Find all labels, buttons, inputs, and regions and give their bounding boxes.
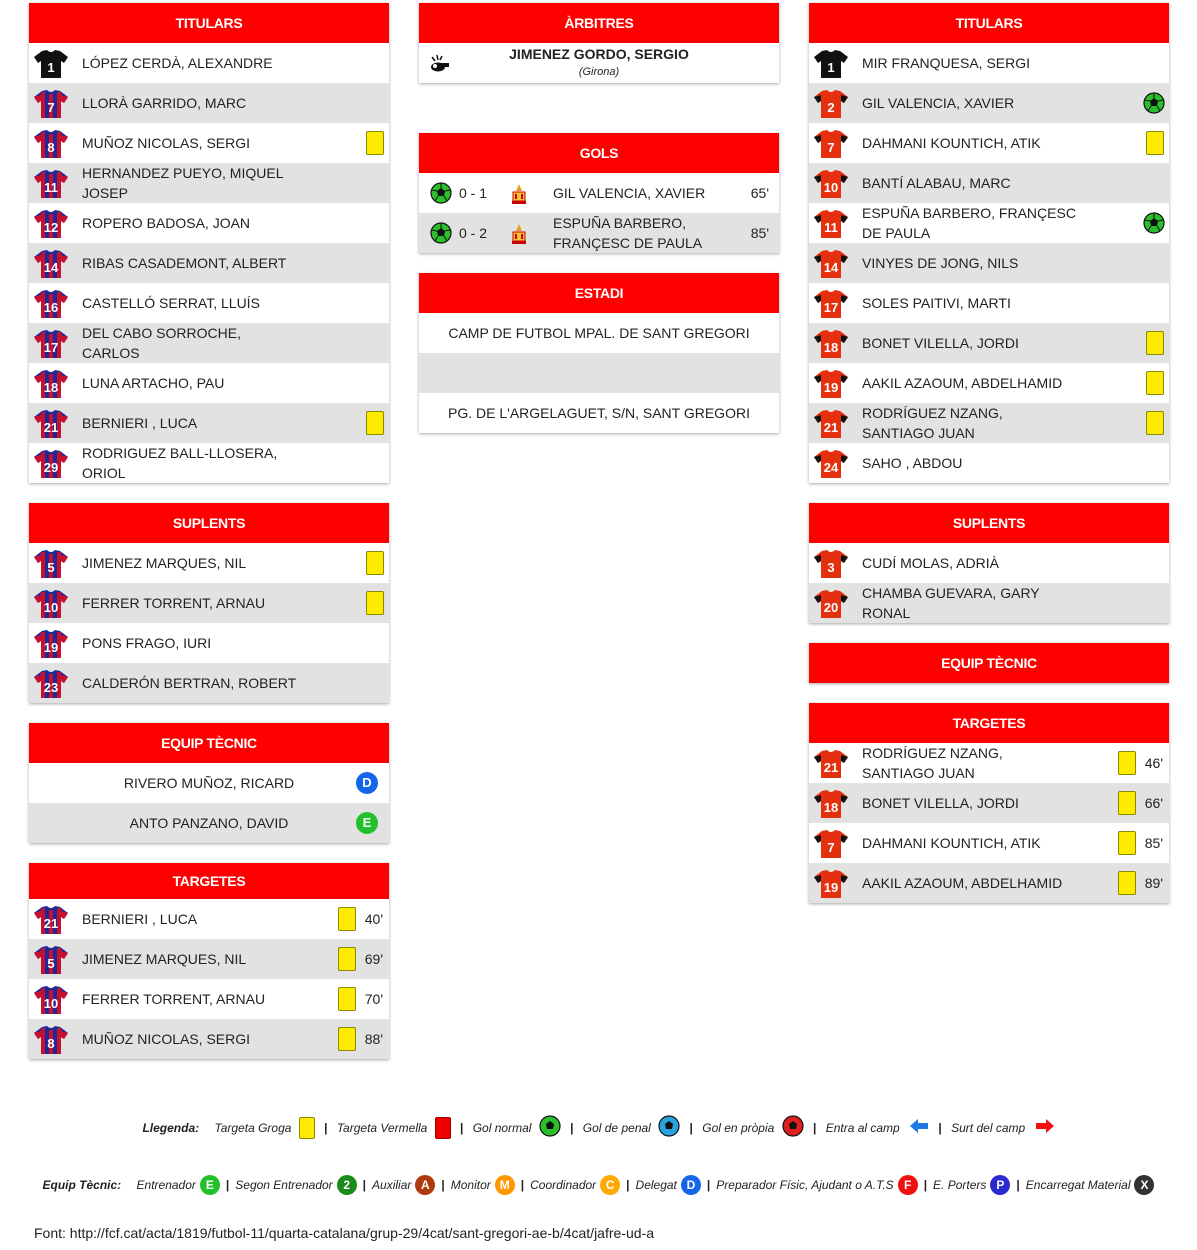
player-name[interactable]: DAHMANI KOUNTICH, ATIK bbox=[862, 135, 1041, 151]
yellow-card-icon bbox=[1146, 371, 1164, 395]
shirt-number: 1 bbox=[827, 60, 835, 75]
stadium-blank-row bbox=[419, 353, 779, 393]
card-row[interactable] bbox=[29, 979, 389, 1019]
player-name[interactable]: SAHO , ABDOU bbox=[862, 455, 963, 471]
player-name[interactable]: RODRÍGUEZ NZANG, SANTIAGO JUAN bbox=[862, 745, 1003, 781]
yellow-card-icon bbox=[338, 947, 356, 971]
legend-title: Llegenda: bbox=[142, 1120, 200, 1135]
card-minute: 88' bbox=[364, 1031, 383, 1047]
shirt-number: 14 bbox=[823, 260, 839, 275]
staff-legend-label: Encarregat Material bbox=[1025, 1178, 1131, 1192]
player-name[interactable]: AAKIL AZAOUM, ABDELHAMID bbox=[862, 375, 1063, 391]
legend-goal-label: Gol normal bbox=[472, 1120, 532, 1135]
shirt-number: 7 bbox=[827, 840, 835, 855]
shirt-icon bbox=[33, 945, 69, 975]
staff-row[interactable] bbox=[29, 803, 389, 843]
player-name[interactable]: FERRER TORRENT, ARNAU bbox=[82, 595, 266, 611]
player-row[interactable] bbox=[29, 43, 389, 83]
player-name[interactable]: AAKIL AZAOUM, ABDELHAMID bbox=[862, 875, 1063, 891]
player-row[interactable] bbox=[29, 323, 389, 363]
player-name[interactable]: CUDÍ MOLAS, ADRIÀ bbox=[862, 555, 999, 571]
shirt-number: 7 bbox=[47, 100, 55, 115]
staff-role-badge: E bbox=[356, 812, 378, 834]
shirt-icon bbox=[33, 449, 69, 479]
yellow-card-icon bbox=[366, 551, 384, 575]
player-name[interactable]: BONET VILELLA, JORDI bbox=[862, 795, 1019, 811]
yellow-card-icon bbox=[338, 907, 356, 931]
shirt-icon bbox=[33, 129, 69, 159]
staff-role-icon: X bbox=[1134, 1175, 1154, 1195]
player-row[interactable] bbox=[809, 203, 1169, 243]
shirt-number: 16 bbox=[43, 300, 59, 315]
home-staff-panel bbox=[29, 723, 389, 843]
player-name[interactable]: RODRIGUEZ BALL-LLOSERA, ORIOL bbox=[82, 445, 278, 481]
player-name[interactable]: DAHMANI KOUNTICH, ATIK bbox=[862, 835, 1041, 851]
player-name[interactable]: CASTELLÓ SERRAT, LLUÍS bbox=[82, 295, 260, 311]
stadium-header: ESTADI bbox=[419, 273, 779, 313]
shirt-number: 18 bbox=[823, 800, 839, 815]
home-team-column bbox=[29, 3, 389, 1079]
shirt-number: 21 bbox=[43, 916, 59, 931]
away-cards-header: TARGETES bbox=[809, 703, 1169, 743]
player-row[interactable] bbox=[29, 443, 389, 483]
shirt-icon bbox=[813, 829, 849, 859]
player-row[interactable] bbox=[29, 83, 389, 123]
card-row[interactable] bbox=[809, 743, 1169, 783]
goal-score: 0 - 2 bbox=[459, 225, 488, 241]
away-cards-list bbox=[809, 743, 1169, 903]
shirt-icon bbox=[813, 129, 849, 159]
yellow-card-icon bbox=[1146, 331, 1164, 355]
card-minute: 46' bbox=[1144, 755, 1163, 771]
player-row[interactable] bbox=[29, 663, 389, 703]
shirt-icon bbox=[813, 789, 849, 819]
shirt-number: 19 bbox=[43, 640, 59, 655]
staff-legend-label: Preparador Físic, Ajudant o A.T.S bbox=[716, 1178, 894, 1192]
player-name[interactable]: MIR FRANQUESA, SERGI bbox=[862, 55, 1031, 71]
shirt-icon bbox=[813, 369, 849, 399]
player-row[interactable] bbox=[29, 543, 389, 583]
legend-in-label: Entra al camp bbox=[825, 1120, 900, 1135]
player-row[interactable] bbox=[809, 543, 1169, 583]
staff-role-badge: D bbox=[356, 772, 378, 794]
staff-legend-title: Equip Tècnic: bbox=[42, 1178, 122, 1192]
card-minute: 85' bbox=[1144, 835, 1163, 851]
home-staff-header: EQUIP TÈCNIC bbox=[29, 723, 389, 763]
player-name[interactable]: BANTÍ ALABAU, MARC bbox=[862, 175, 1011, 191]
goal-scorer[interactable]: GIL VALENCIA, XAVIER bbox=[553, 185, 706, 201]
home-cards-panel bbox=[29, 863, 389, 1059]
shirt-number: 10 bbox=[823, 180, 839, 195]
home-suplents-list bbox=[29, 543, 389, 703]
shirt-icon bbox=[33, 169, 69, 199]
shirt-number: 18 bbox=[43, 380, 59, 395]
staff-legend-label: Entrenador bbox=[136, 1178, 196, 1192]
player-name[interactable]: JIMENEZ MARQUES, NIL bbox=[82, 555, 247, 571]
source-url: Font: http://fcf.cat/acta/1819/futbol-11/quarta-catalana/grup-29/4cat/sant-gregori-ae-b/4cat/jafre-ud-a bbox=[34, 1225, 654, 1241]
staff-role-icon: F bbox=[898, 1175, 918, 1195]
staff-legend-label: E. Porters bbox=[933, 1178, 987, 1192]
player-name[interactable]: BERNIERI , LUCA bbox=[82, 911, 198, 927]
yellow-card-icon bbox=[1118, 791, 1136, 815]
player-name[interactable]: CALDERÓN BERTRAN, ROBERT bbox=[82, 675, 297, 691]
shirt-number: 11 bbox=[824, 220, 838, 235]
goals-list bbox=[419, 173, 779, 253]
goal-minute: 85' bbox=[750, 225, 769, 241]
shirt-icon bbox=[33, 669, 69, 699]
shirt-number: 20 bbox=[823, 600, 839, 615]
shirt-number: 21 bbox=[823, 420, 839, 435]
shirt-icon bbox=[813, 169, 849, 199]
player-row[interactable] bbox=[809, 163, 1169, 203]
away-suplents-header: SUPLENTS bbox=[809, 503, 1169, 543]
card-row[interactable] bbox=[29, 899, 389, 939]
player-name[interactable]: MUÑOZ NICOLAS, SERGI bbox=[82, 1031, 251, 1047]
referee-name: JIMENEZ GORDO, SERGIO bbox=[509, 46, 689, 62]
red-card-icon bbox=[435, 1117, 451, 1139]
player-name[interactable]: BERNIERI , LUCA bbox=[82, 415, 198, 431]
shirt-icon bbox=[813, 749, 849, 779]
staff-role-icon: D bbox=[681, 1175, 701, 1195]
shirt-icon bbox=[33, 985, 69, 1015]
team-crest-icon bbox=[509, 223, 529, 245]
shirt-icon bbox=[813, 289, 849, 319]
shirt-number: 17 bbox=[823, 300, 839, 315]
player-name[interactable]: VINYES DE JONG, NILS bbox=[862, 255, 1019, 271]
shirt-icon bbox=[33, 89, 69, 119]
card-row[interactable] bbox=[29, 1019, 389, 1059]
player-name[interactable]: LÓPEZ CERDÀ, ALEXANDRE bbox=[82, 55, 273, 71]
player-row[interactable] bbox=[29, 123, 389, 163]
shirt-number: 14 bbox=[43, 260, 59, 275]
player-name[interactable]: MUÑOZ NICOLAS, SERGI bbox=[82, 135, 251, 151]
arrow-right-icon bbox=[1035, 1118, 1055, 1137]
player-row[interactable] bbox=[809, 83, 1169, 123]
player-name[interactable]: RODRÍGUEZ NZANG, SANTIAGO JUAN bbox=[862, 405, 1003, 441]
stadium-name: CAMP DE FUTBOL MPAL. DE SANT GREGORI bbox=[448, 325, 750, 341]
away-titulars-list bbox=[809, 43, 1169, 483]
player-row[interactable] bbox=[29, 583, 389, 623]
player-row[interactable] bbox=[809, 43, 1169, 83]
player-row[interactable] bbox=[29, 243, 389, 283]
goal-row[interactable] bbox=[419, 173, 779, 213]
card-row[interactable] bbox=[809, 863, 1169, 903]
card-row[interactable] bbox=[809, 783, 1169, 823]
player-row[interactable] bbox=[809, 363, 1169, 403]
shirt-icon bbox=[813, 209, 849, 239]
shirt-icon bbox=[33, 289, 69, 319]
shirt-number: 3 bbox=[827, 560, 835, 575]
staff-legend-label: Monitor bbox=[450, 1178, 491, 1192]
home-cards-list bbox=[29, 899, 389, 1059]
yellow-card-icon bbox=[1118, 751, 1136, 775]
shirt-icon bbox=[33, 49, 69, 79]
player-row[interactable] bbox=[29, 163, 389, 203]
away-suplents-panel bbox=[809, 503, 1169, 623]
away-team-column bbox=[809, 3, 1169, 923]
yellow-card-icon bbox=[366, 411, 384, 435]
shirt-number: 11 bbox=[44, 180, 58, 195]
player-row[interactable] bbox=[29, 363, 389, 403]
home-titulars-header: TITULARS bbox=[29, 3, 389, 43]
card-row[interactable] bbox=[29, 939, 389, 979]
player-name[interactable]: PONS FRAGO, IURI bbox=[82, 635, 212, 651]
goal-ball-icon bbox=[430, 182, 452, 204]
player-row[interactable] bbox=[809, 243, 1169, 283]
shirt-icon bbox=[33, 409, 69, 439]
team-crest-icon bbox=[509, 183, 529, 205]
yellow-card-icon bbox=[338, 1027, 356, 1051]
goal-score: 0 - 1 bbox=[459, 185, 488, 201]
player-row[interactable] bbox=[809, 403, 1169, 443]
shirt-number: 5 bbox=[47, 956, 55, 971]
player-name[interactable]: JIMENEZ MARQUES, NIL bbox=[82, 951, 247, 967]
player-name[interactable]: SOLES PAITIVI, MARTI bbox=[862, 295, 1011, 311]
player-name[interactable]: DEL CABO SORROCHE, CARLOS bbox=[82, 325, 241, 361]
staff-role-icon: 2 bbox=[337, 1175, 357, 1195]
goal-penalty-icon bbox=[658, 1115, 680, 1140]
shirt-number: 24 bbox=[823, 460, 839, 475]
goals-header: GOLS bbox=[419, 133, 779, 173]
goal-minute: 65' bbox=[750, 185, 769, 201]
shirt-number: 8 bbox=[47, 1036, 55, 1051]
referee-city: (Girona) bbox=[578, 66, 620, 78]
card-minute: 89' bbox=[1144, 875, 1163, 891]
shirt-icon bbox=[813, 89, 849, 119]
player-name[interactable]: RIBAS CASADEMONT, ALBERT bbox=[82, 255, 287, 271]
goal-ball-icon bbox=[1143, 212, 1165, 234]
yellow-card-icon bbox=[366, 131, 384, 155]
shirt-number: 29 bbox=[43, 460, 59, 475]
referees-panel bbox=[419, 3, 779, 83]
shirt-icon bbox=[33, 209, 69, 239]
yellow-card-icon bbox=[366, 591, 384, 615]
shirt-number: 19 bbox=[823, 880, 839, 895]
shirt-icon bbox=[813, 549, 849, 579]
card-minute: 66' bbox=[1144, 795, 1163, 811]
shirt-number: 21 bbox=[823, 760, 839, 775]
card-minute: 40' bbox=[364, 911, 383, 927]
player-row[interactable] bbox=[809, 283, 1169, 323]
staff-role-icon: C bbox=[600, 1175, 620, 1195]
shirt-number: 23 bbox=[43, 680, 59, 695]
shirt-icon bbox=[813, 589, 849, 619]
shirt-icon bbox=[33, 549, 69, 579]
player-row[interactable] bbox=[29, 203, 389, 243]
player-name[interactable]: HERNANDEZ PUEYO, MIQUEL JOSEP bbox=[82, 165, 283, 201]
shirt-icon bbox=[813, 409, 849, 439]
staff-row[interactable] bbox=[29, 763, 389, 803]
away-staff-panel bbox=[809, 643, 1169, 683]
player-row[interactable] bbox=[29, 623, 389, 663]
card-minute: 69' bbox=[364, 951, 383, 967]
player-row[interactable] bbox=[809, 443, 1169, 483]
player-name[interactable]: LUNA ARTACHO, PAU bbox=[82, 375, 225, 391]
away-suplents-list bbox=[809, 543, 1169, 623]
own-goal-icon bbox=[782, 1115, 804, 1140]
yellow-card-icon bbox=[1146, 411, 1164, 435]
staff-role-icon: E bbox=[200, 1175, 220, 1195]
arrow-left-icon bbox=[909, 1118, 929, 1137]
goals-panel bbox=[419, 133, 779, 253]
shirt-icon bbox=[813, 449, 849, 479]
home-suplents-header: SUPLENTS bbox=[29, 503, 389, 543]
staff-legend-label: Coordinador bbox=[530, 1178, 597, 1192]
home-suplents-panel bbox=[29, 503, 389, 703]
shirt-icon bbox=[813, 329, 849, 359]
yellow-card-icon bbox=[1146, 131, 1164, 155]
home-staff-list bbox=[29, 763, 389, 843]
goal-ball-icon bbox=[1143, 92, 1165, 114]
home-cards-header: TARGETES bbox=[29, 863, 389, 899]
home-titulars-panel bbox=[29, 3, 389, 483]
shirt-icon bbox=[813, 869, 849, 899]
legend-bar: Llegenda: Targeta Groga | Targeta Vermella | Gol normal | Gol de penal | Gol en pròpia | Entra al camp | Surt del camp bbox=[0, 1115, 1197, 1140]
player-name[interactable]: ROPERO BADOSA, JOAN bbox=[82, 215, 251, 231]
yellow-card-icon bbox=[1118, 871, 1136, 895]
staff-role-icon: A bbox=[415, 1175, 435, 1195]
legend-out-label: Surt del camp bbox=[951, 1120, 1026, 1135]
away-titulars-header: TITULARS bbox=[809, 3, 1169, 43]
staff-legend-label: Auxiliar bbox=[372, 1178, 412, 1192]
player-row[interactable] bbox=[29, 403, 389, 443]
staff-name[interactable]: RIVERO MUÑOZ, RICARD bbox=[123, 775, 295, 791]
match-info-column bbox=[419, 3, 779, 453]
yellow-card-icon bbox=[338, 987, 356, 1011]
player-name[interactable]: ESPUÑA BARBERO, FRANÇESC DE PAULA bbox=[862, 205, 1076, 241]
shirt-icon bbox=[813, 49, 849, 79]
shirt-number: 12 bbox=[43, 220, 59, 235]
yellow-card-icon bbox=[299, 1117, 315, 1139]
goal-normal-icon bbox=[539, 1115, 561, 1140]
shirt-icon bbox=[33, 329, 69, 359]
referees-header: ÀRBITRES bbox=[419, 3, 779, 43]
legend-penalty-label: Gol de penal bbox=[582, 1120, 651, 1135]
shirt-number: 10 bbox=[43, 600, 59, 615]
player-row[interactable] bbox=[809, 123, 1169, 163]
staff-legend-label: Delegat bbox=[635, 1178, 677, 1192]
shirt-number: 2 bbox=[827, 100, 835, 115]
home-titulars-list bbox=[29, 43, 389, 483]
shirt-icon bbox=[33, 249, 69, 279]
player-row[interactable] bbox=[809, 323, 1169, 363]
shirt-icon bbox=[33, 589, 69, 619]
staff-role-icon: M bbox=[495, 1175, 515, 1195]
staff-role-icon: P bbox=[990, 1175, 1010, 1195]
shirt-number: 7 bbox=[827, 140, 835, 155]
away-cards-panel bbox=[809, 703, 1169, 903]
shirt-icon bbox=[33, 369, 69, 399]
player-name[interactable]: LLORÀ GARRIDO, MARC bbox=[82, 95, 247, 111]
player-name[interactable]: CHAMBA GUEVARA, GARY RONAL bbox=[862, 585, 1040, 621]
player-name[interactable]: FERRER TORRENT, ARNAU bbox=[82, 991, 266, 1007]
card-minute: 70' bbox=[364, 991, 383, 1007]
shirt-number: 5 bbox=[47, 560, 55, 575]
shirt-icon bbox=[33, 1025, 69, 1055]
shirt-number: 21 bbox=[43, 420, 59, 435]
away-titulars-panel bbox=[809, 3, 1169, 483]
shirt-number: 17 bbox=[43, 340, 59, 355]
yellow-card-icon bbox=[1118, 831, 1136, 855]
player-name[interactable]: BONET VILELLA, JORDI bbox=[862, 335, 1019, 351]
shirt-number: 1 bbox=[47, 60, 55, 75]
goal-scorer[interactable]: ESPUÑA BARBERO, FRANÇESC DE PAULA bbox=[553, 215, 703, 251]
stadium-address: PG. DE L'ARGELAGUET, S/N, SANT GREGORI bbox=[448, 405, 750, 421]
stadium-panel bbox=[419, 273, 779, 433]
goal-ball-icon bbox=[430, 222, 452, 244]
referee-row bbox=[419, 43, 779, 83]
shirt-number: 10 bbox=[43, 996, 59, 1011]
shirt-icon bbox=[813, 249, 849, 279]
player-row[interactable] bbox=[29, 283, 389, 323]
away-staff-header: EQUIP TÈCNIC bbox=[809, 643, 1169, 683]
player-row[interactable] bbox=[809, 583, 1169, 623]
legend-own-goal-label: Gol en pròpia bbox=[702, 1120, 775, 1135]
card-row[interactable] bbox=[809, 823, 1169, 863]
shirt-number: 8 bbox=[47, 140, 55, 155]
goal-row[interactable] bbox=[419, 213, 779, 253]
player-name[interactable]: GIL VALENCIA, XAVIER bbox=[862, 95, 1015, 111]
legend-red-label: Targeta Vermella bbox=[336, 1120, 428, 1135]
shirt-icon bbox=[33, 905, 69, 935]
staff-name[interactable]: ANTO PANZANO, DAVID bbox=[129, 815, 289, 831]
shirt-number: 19 bbox=[823, 380, 839, 395]
legend-yellow-label: Targeta Groga bbox=[214, 1120, 292, 1135]
shirt-number: 18 bbox=[823, 340, 839, 355]
staff-legend-label: Segon Entrenador bbox=[235, 1178, 333, 1192]
staff-legend-bar: Equip Tècnic: Entrenador E | Segon Entrenador 2 | Auxiliar A | Monitor M | Coordinador C | Delegat D | Preparador Físic, Ajudant o A.T.S F | E. Porters P | Encarregat Material X bbox=[0, 1175, 1197, 1195]
shirt-icon bbox=[33, 629, 69, 659]
